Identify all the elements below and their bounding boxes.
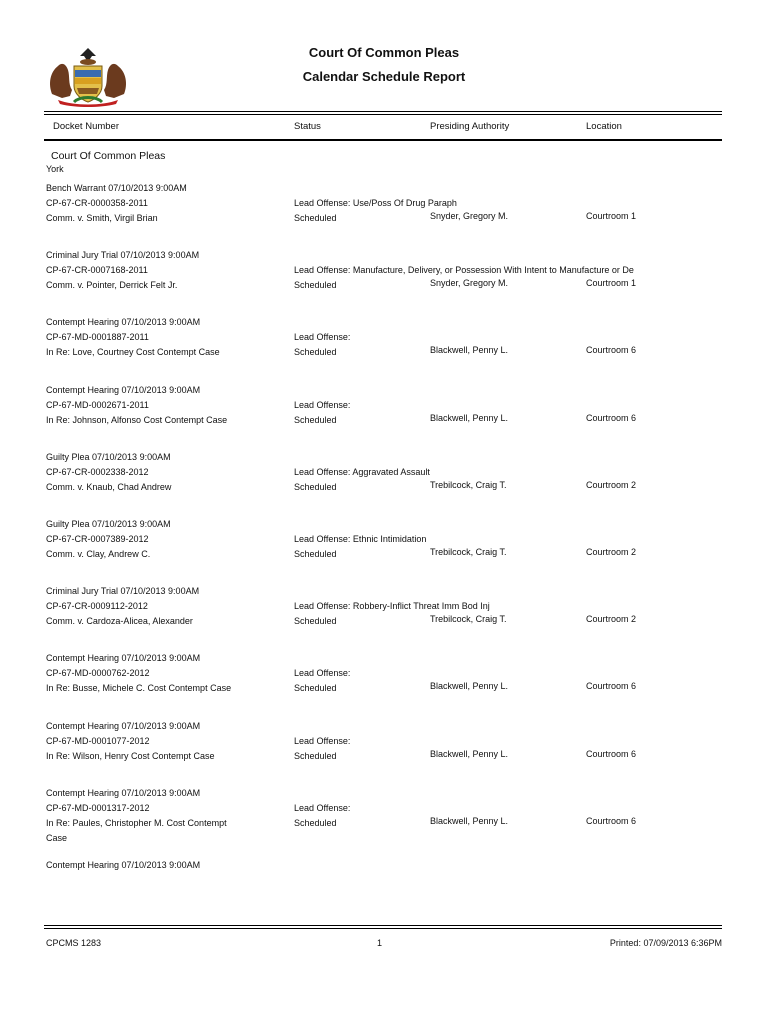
entry-presiding-authority: Blackwell, Penny L.: [430, 748, 509, 759]
report-subtitle: Calendar Schedule Report: [302, 69, 466, 84]
header-rule-top: [44, 111, 722, 112]
entry-status: Scheduled: [294, 817, 337, 828]
entry-event: Contempt Hearing 07/10/2013 9:00AM: [46, 720, 201, 731]
entry-event: Contempt Hearing 07/10/2013 9:00AM: [46, 384, 201, 395]
entry-caption: Comm. v. Clay, Andrew C.: [46, 549, 151, 559]
entry-event: Contempt Hearing 07/10/2013 9:00AM: [46, 787, 201, 798]
entry-status: Scheduled: [294, 481, 337, 492]
entry-location: Courtroom 6: [586, 412, 637, 423]
schedule-entry: [0, 653, 768, 717]
entry-location: Courtroom 2: [586, 547, 637, 557]
schedule-entry: [0, 519, 768, 583]
entry-presiding-authority: Snyder, Gregory M.: [430, 211, 509, 221]
entry-docket-number: CP-67-MD-0001887-2011: [46, 332, 149, 343]
entry-presiding-authority: Trebilcock, Craig T.: [430, 614, 507, 625]
court-section-name: Court Of Common Pleas: [51, 150, 166, 162]
entry-docket-number: CP-67-MD-0002671-2011: [46, 399, 149, 410]
entry-location: Courtroom 6: [586, 748, 637, 759]
entry-lead-offense: Lead Offense: Use/Poss Of Drug Paraph: [294, 198, 457, 208]
court-section-county: York: [46, 164, 64, 174]
entry-presiding-authority: Blackwell, Penny L.: [430, 681, 509, 692]
entry-lead-offense: Lead Offense:: [294, 668, 351, 679]
entry-location: Courtroom 2: [586, 479, 637, 490]
schedule-entry: [0, 385, 768, 449]
entry-caption: Comm. v. Pointer, Derrick Felt Jr.: [46, 280, 178, 291]
entry-event: Criminal Jury Trial 07/10/2013 9:00AM: [46, 250, 200, 261]
header-rule-top-2: [44, 114, 722, 115]
schedule-entry: [0, 183, 768, 247]
entry-docket-number: CP-67-CR-0007168-2011: [46, 265, 148, 276]
entry-docket-number: CP-67-CR-0000358-2011: [46, 198, 148, 208]
entry-location: Courtroom 6: [586, 681, 637, 692]
footer-rule-bottom: [44, 928, 722, 929]
footer-printed-date: Printed: 07/09/2013 6:36PM: [609, 938, 722, 948]
entry-event: Guilty Plea 07/10/2013 9:00AM: [46, 451, 171, 462]
entry-event: Guilty Plea 07/10/2013 9:00AM: [46, 519, 171, 529]
footer-form-id: CPCMS 1283: [46, 938, 102, 948]
entry-presiding-authority: Trebilcock, Craig T.: [430, 479, 507, 490]
entry-docket-number: CP-67-MD-0001317-2012: [46, 802, 150, 813]
entry-status: Scheduled: [294, 414, 337, 425]
entry-location: Courtroom 6: [586, 345, 637, 356]
schedule-entry: [0, 586, 768, 650]
entry-event: Bench Warrant 07/10/2013 9:00AM: [46, 183, 187, 193]
entry-event: Criminal Jury Trial 07/10/2013 9:00AM: [46, 586, 200, 597]
entry-lead-offense: Lead Offense:: [294, 802, 351, 813]
report-title: Court Of Common Pleas: [308, 45, 460, 60]
entry-caption-continued: Case: [46, 832, 68, 843]
entry-docket-number: CP-67-CR-0007389-2012: [46, 534, 149, 544]
entry-location: Courtroom 1: [586, 278, 637, 289]
column-docket-number: Docket Number: [53, 121, 119, 132]
entry-status: Scheduled: [294, 750, 337, 761]
schedule-entry: [0, 452, 768, 516]
footer-rule-top: [44, 925, 722, 926]
entry-docket-number: CP-67-CR-0002338-2012: [46, 466, 149, 477]
entry-lead-offense: Lead Offense:: [294, 399, 351, 410]
entry-docket-number: CP-67-CR-0009112-2012: [46, 601, 148, 612]
entry-caption: In Re: Busse, Michele C. Cost Contempt Case: [46, 683, 232, 694]
entry-caption: Comm. v. Knaub, Chad Andrew: [46, 481, 172, 492]
entry-docket-number: CP-67-MD-0001077-2012: [46, 735, 150, 746]
entry-status: Scheduled: [294, 280, 337, 291]
entry-status: Scheduled: [294, 549, 337, 559]
entry-lead-offense: Lead Offense:: [294, 332, 351, 343]
schedule-entry: [0, 317, 768, 381]
entry-presiding-authority: Blackwell, Penny L.: [430, 815, 509, 826]
entry-presiding-authority: Blackwell, Penny L.: [430, 345, 509, 356]
entry-caption: In Re: Wilson, Henry Cost Contempt Case: [46, 750, 215, 761]
column-status: Status: [294, 121, 321, 132]
entry-caption: In Re: Love, Courtney Cost Contempt Case: [46, 347, 220, 358]
entry-docket-number: CP-67-MD-0000762-2012: [46, 668, 150, 679]
entry-presiding-authority: Snyder, Gregory M.: [430, 278, 509, 289]
entry-lead-offense: Lead Offense:: [294, 735, 351, 746]
schedule-entry: [0, 250, 768, 314]
footer-page-number: 1: [377, 938, 383, 948]
entry-lead-offense: Lead Offense: Manufacture, Delivery, or Possession With Intent to Manufacture or De: [294, 265, 634, 276]
entry-status: Scheduled: [294, 347, 337, 358]
entry-event: Contempt Hearing 07/10/2013 9:00AM: [46, 317, 201, 328]
header-rule-bottom: [44, 139, 722, 141]
trailing-entry-event: Contempt Hearing 07/10/2013 9:00AM: [46, 860, 201, 870]
schedule-entry: [0, 721, 768, 785]
entry-caption: In Re: Johnson, Alfonso Cost Contempt Case: [46, 414, 228, 425]
entry-caption: In Re: Paules, Christopher M. Cost Contempt: [46, 817, 227, 828]
column-location: Location: [586, 121, 622, 132]
entry-caption: Comm. v. Smith, Virgil Brian: [46, 213, 158, 223]
entry-event: Contempt Hearing 07/10/2013 9:00AM: [46, 653, 201, 664]
entry-location: Courtroom 2: [586, 614, 637, 625]
entry-location: Courtroom 1: [586, 211, 637, 221]
entry-location: Courtroom 6: [586, 815, 637, 826]
entry-status: Scheduled: [294, 683, 337, 694]
schedule-entry: [0, 788, 768, 852]
column-presiding-authority: Presiding Authority: [430, 121, 510, 132]
entry-lead-offense: Lead Offense: Ethnic Intimidation: [294, 534, 427, 544]
entry-status: Scheduled: [294, 213, 337, 223]
entry-status: Scheduled: [294, 616, 337, 627]
entry-lead-offense: Lead Offense: Robbery-Inflict Threat Imm Bod Inj: [294, 601, 490, 612]
entry-lead-offense: Lead Offense: Aggravated Assault: [294, 466, 430, 477]
entry-presiding-authority: Trebilcock, Craig T.: [430, 547, 507, 557]
entry-presiding-authority: Blackwell, Penny L.: [430, 412, 509, 423]
entry-caption: Comm. v. Cardoza-Alicea, Alexander: [46, 616, 193, 627]
